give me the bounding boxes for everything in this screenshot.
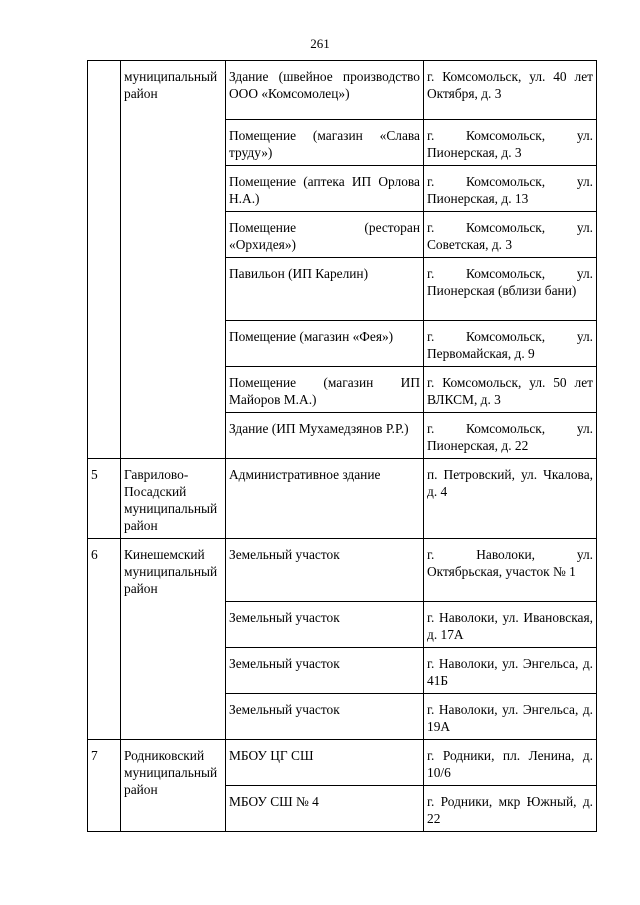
address-cell: г. Наволоки, ул. Энгельса, д. 41Б [424,648,597,694]
address-cell: г. Комсомольск, ул. Пионерская (вблизи бани) [424,258,597,321]
object-cell: Помещение (аптека ИП Орлова Н.А.) [226,166,424,212]
address-cell: г. Комсомольск, ул. Пионерская, д. 3 [424,120,597,166]
district-cell: Кинешемский муниципальный район [121,539,226,740]
page-number: 261 [310,36,330,51]
facilities-table [87,60,597,832]
object-cell: Помещение (магазин «Фея») [226,321,424,367]
object-cell: Административное здание [226,459,424,539]
address-cell: г. Родники, пл. Ленина, д. 10/6 [424,740,597,786]
object-cell: Земельный участок [226,602,424,648]
row-number: 6 [88,539,121,740]
object-cell: Помещение (магазин «Слава труду») [226,120,424,166]
address-cell: г. Наволоки, ул. Энгельса, д. 19А [424,694,597,740]
district-cell: муниципальный район [121,61,226,459]
address-cell: г. Комсомольск, ул. Пионерская, д. 22 [424,413,597,459]
object-cell: Земельный участок [226,694,424,740]
address-cell: г. Комсомольск, ул. Пионерская, д. 13 [424,166,597,212]
address-cell: г. Комсомольск, ул. Первомайская, д. 9 [424,321,597,367]
table-row [88,61,597,120]
object-cell: МБОУ ЦГ СШ [226,740,424,786]
district-cell: Гаврилово-Посадский муниципальный район [121,459,226,539]
object-cell: Павильон (ИП Карелин) [226,258,424,321]
address-cell: г. Наволоки, ул. Октябрьская, участок № 1 [424,539,597,602]
table-row [88,459,597,539]
row-number [88,61,121,459]
address-cell: г. Наволоки, ул. Ивановская, д. 17А [424,602,597,648]
address-cell: г. Комсомольск, ул. 50 лет ВЛКСМ, д. 3 [424,367,597,413]
address-cell: г. Родники, мкр Южный, д. 22 [424,786,597,832]
object-cell: Помещение (магазин ИП Майоров М.А.) [226,367,424,413]
address-cell: г. Комсомольск, ул. 40 лет Октября, д. 3 [424,61,597,120]
object-cell: Помещение (ресторан «Орхидея») [226,212,424,258]
address-cell: п. Петровский, ул. Чкалова, д. 4 [424,459,597,539]
object-cell: Земельный участок [226,648,424,694]
object-cell: МБОУ СШ № 4 [226,786,424,832]
object-cell: Здание (ИП Мухамедзянов Р.Р.) [226,413,424,459]
row-number: 5 [88,459,121,539]
row-number: 7 [88,740,121,832]
table-row [88,740,597,786]
object-cell: Здание (швейное производство ООО «Комсомолец») [226,61,424,120]
address-cell: г. Комсомольск, ул. Советская, д. 3 [424,212,597,258]
object-cell: Земельный участок [226,539,424,602]
table-row [88,539,597,602]
district-cell: Родниковский муниципальный район [121,740,226,832]
